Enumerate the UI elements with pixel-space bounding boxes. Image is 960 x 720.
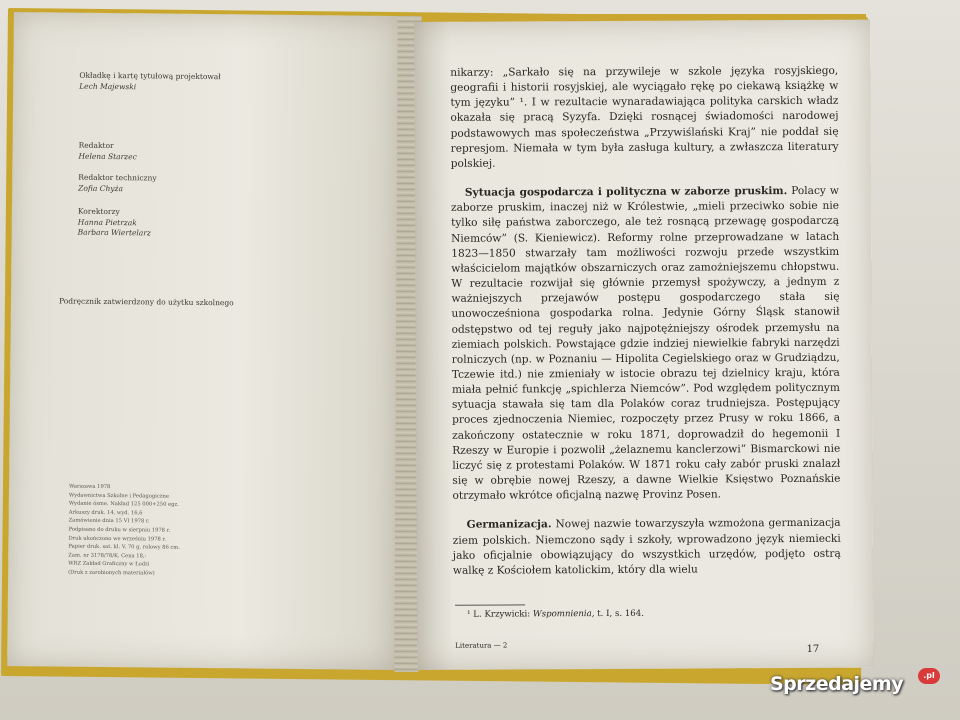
imprint-line: Druk ukończono we wrześniu 1978 r. — [68, 535, 167, 543]
credit-name: Hanna Pietrzak — [77, 217, 137, 227]
footnote — [467, 609, 644, 620]
credit-role: Korektorzy — [77, 206, 120, 217]
footnote-author: ¹ L. Krzywicki: — [467, 609, 531, 620]
credit-name: Barbara Wiertelarz — [77, 227, 151, 238]
imprint-line: Podpisano do druku w sierpniu 1978 r. — [68, 526, 171, 534]
credit-name: Zofia Chyża — [78, 183, 124, 193]
page-number: 17 — [806, 643, 820, 655]
footnote-title: Wspomnienia, — [532, 609, 595, 620]
imprint-block — [68, 483, 269, 580]
section-text: Nowej nazwie towarzyszyła wzmożona germanizacja ziem polskich. Niemczono sądy i szkoły, wprowadzono język niemiecki jako oficjalnie obowiązujący do wszystkich urzędów, podjęto ostrą walkę z Kościołem katolickim, który dla wielu — [452, 517, 841, 577]
section-heading: Sytuacja gospodarcza i polityczna w zaborze pruskim. — [464, 185, 788, 199]
credit-proofreaders — [78, 207, 151, 239]
signature-mark: Literatura — 2 — [455, 641, 508, 650]
imprint-line: Papier druk. sat. kl. V, 70 g, rolowy 86 cm. — [68, 543, 180, 551]
imprint-line: WRZ Zakład Graficzny w Łodzi — [68, 560, 150, 568]
imprint-line: Zamówienie dnia 15 VI 1978 r. — [68, 517, 150, 525]
watermark-logo: Sprzedajemy — [770, 673, 904, 695]
imprint-line: Arkuszy druk. 14, wyd. 16,6 — [68, 509, 143, 517]
credit-role: Redaktor techniczny — [78, 172, 157, 183]
imprint-line: Wydawnictwa Szkolne i Pedagogiczne — [68, 492, 169, 500]
imprint-line: Wydanie ósme. Nakład 125 000+250 egz. — [68, 500, 179, 508]
left-page — [7, 12, 402, 670]
section-germanization — [453, 516, 841, 579]
paragraph-intro: nikarzy: „Sarkało się na przywileje w szkole języka rosyjskiego, geografii i historii rosyjskiej, ale wyciągało rękę po ciekawą książkę w tym języku” ¹. I w rezultacie wynaradawiająca polityka carskich władz okazała się pracą Syzyfa. Dzięki rosnącej świadomości narodowej podstawowych mas społeczeństwa „Przywiślański Kraj” nie poddał się represjom. Niemała w tym była zasługa kultury, a zwłaszcza literatury polskiej. — [450, 64, 839, 170]
credit-name: Lech Majewski — [79, 81, 137, 91]
right-page — [414, 20, 873, 670]
imprint-line: Warszawa 1978 — [69, 483, 111, 491]
section-economy — [451, 184, 841, 504]
imprint-line: (Druk z zarobionych materiałów) — [68, 569, 155, 577]
imprint-line: Zam. nr 3178/78/K. Cena 18,- — [68, 552, 147, 560]
footnote-ref: t. I, s. 164. — [597, 608, 645, 620]
credit-tech-editor — [78, 173, 157, 195]
credit-name: Helena Starzec — [78, 151, 137, 161]
credit-role: Okładkę i kartę tytułową projektował — [79, 70, 221, 82]
footnote-rule — [455, 604, 525, 605]
body-text — [450, 64, 841, 579]
section-heading: Germanizacja. — [466, 518, 552, 532]
section-text: Polacy w zaborze pruskim, inaczej niż w Królestwie, „mieli przeciwko sobie nie tylko siłę państwa zaborczego, ale też rosnącą przewagę gospodarczą Niemców” (S. Kieniewicz). Reformy rolne przeprowadzane w latach 1823—1850 stwarzały tam możliwości rozwoju przede wszystkim właścicielom majątków obszarniczych oraz zamożniejszemu chłopstwu. W rezultacie rozwijał się głównie przemysł spożywczy, a jednym z ważniejszych przejawów postępu gospodarczego stała się unowocześniona gospodarka rolna. Jedynie Górny Śląsk stanowił odstępstwo od tej reguły jako najpotężniejszy ośrodek przemysłu na ziemiach polskich. Powstające gdzie indziej niewielkie fabryki narzędzi rolniczych (np. w Poznaniu — Hipolita Cegielskiego oraz w Grudziądzu, Tczewie itd.) nie zmieniały w istocie obrazu tej dzielnicy kraju, która miała pełnić funkcję „spichlerza Niemców”. Pod względem politycznym sytuacja stawała się tam dla Polaków coraz trudniejsza. Postępujący proces zjednoczenia Niemiec, rozpoczęty przez Prusy w roku 1866, a zakończony ostatecznie w roku 1871, doprowadził do hegemonii I Rzeszy w Europie i pozwolił „żelaznemu kanclerzowi” Bismarckowi nie liczyć się z protestami Polaków. W 1871 roku cały zabór pruski znalazł się w obrębie nowej Rzeszy, a dawne Wielkie Księstwo Poznańskie otrzymało wkrótce oficjalną nazwę Provinz Posen. — [450, 184, 841, 503]
credit-role: Redaktor — [78, 140, 114, 151]
watermark-badge: .pl — [918, 668, 940, 684]
credit-cover — [79, 71, 221, 93]
credit-editor — [78, 141, 137, 163]
approval-note: Podręcznik zatwierdzony do użytku szkolnego — [58, 296, 234, 308]
